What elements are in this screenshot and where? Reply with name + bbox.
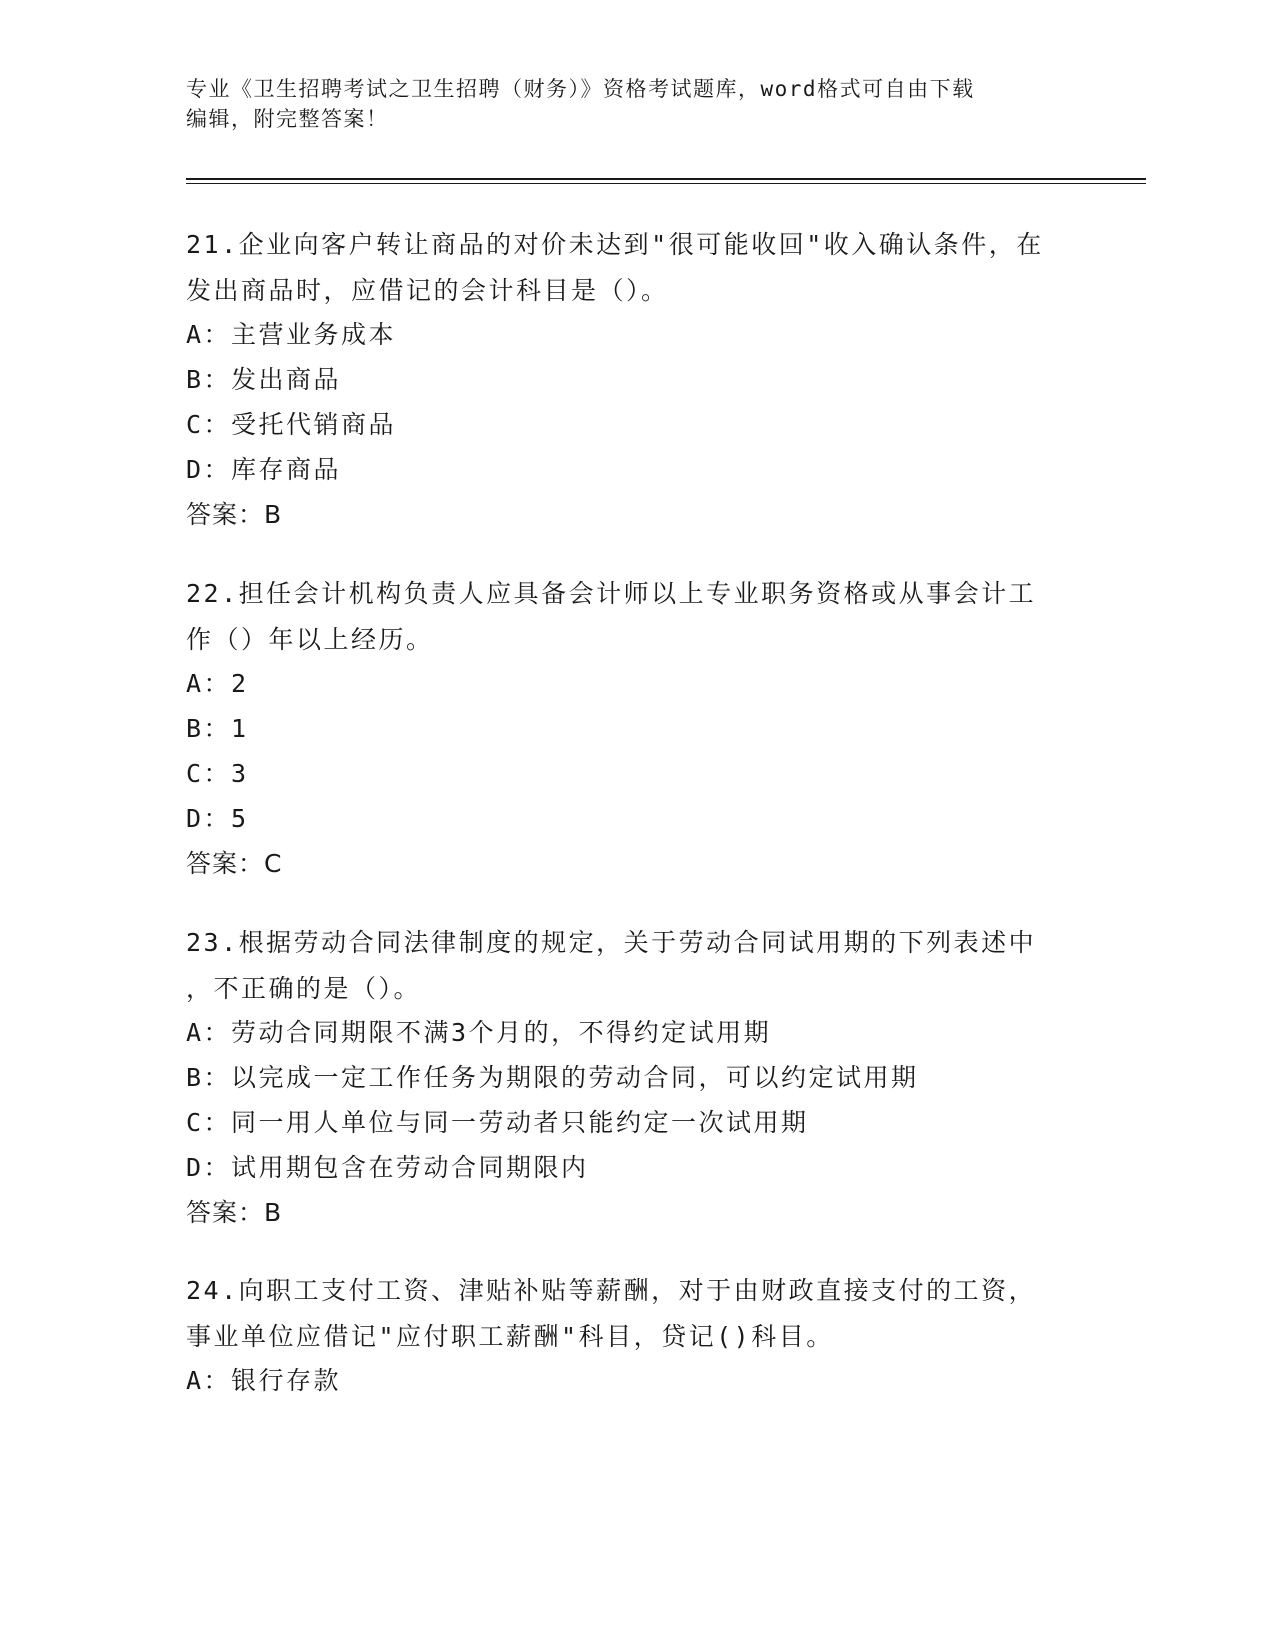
question-text-line-1: 22.担任会计机构负责人应具备会计师以上专业职务资格或从事会计工: [186, 579, 1037, 608]
question-text-line-2: ，不正确的是（）。: [186, 974, 422, 1003]
option-b: B：1: [186, 714, 249, 743]
question-text-line-2: 发出商品时，应借记的会计科目是（）。: [186, 276, 669, 305]
header-line-1: 专业《卫生招聘考试之卫生招聘（财务）》资格考试题库，word格式可自由下载: [186, 77, 975, 101]
question-24: [186, 1268, 1066, 1403]
answer: 答案：B: [186, 1198, 283, 1227]
option-c: C：受托代销商品: [186, 410, 397, 439]
question-21: [186, 222, 1066, 538]
question-text-line-1: 21.企业向客户转让商品的对价未达到"很可能收回"收入确认条件，在: [186, 230, 1044, 259]
answer: 答案：C: [186, 849, 283, 878]
answer: 答案：B: [186, 500, 283, 529]
question-text-line-1: 24.向职工支付工资、津贴补贴等薪酬，对于由财政直接支付的工资，: [186, 1276, 1037, 1305]
question-text-line-1: 23.根据劳动合同法律制度的规定，关于劳动合同试用期的下列表述中: [186, 928, 1037, 957]
question-text-line-2: 作（）年以上经历。: [186, 625, 434, 654]
option-c: C：3: [186, 759, 249, 788]
option-a: A：劳动合同期限不满3个月的，不得约定试用期: [186, 1018, 772, 1047]
question-23: [186, 920, 1066, 1236]
option-a: A：银行存款: [186, 1366, 342, 1395]
option-b: B：以完成一定工作任务为期限的劳动合同，可以约定试用期: [186, 1063, 919, 1092]
option-d: D：试用期包含在劳动合同期限内: [186, 1153, 589, 1182]
document-header: [186, 74, 1066, 134]
option-c: C：同一用人单位与同一劳动者只能约定一次试用期: [186, 1108, 809, 1137]
header-divider: [186, 178, 1146, 184]
option-a: A：2: [186, 669, 249, 698]
option-d: D：库存商品: [186, 455, 342, 484]
option-a: A：主营业务成本: [186, 320, 397, 349]
question-text-line-2: 事业单位应借记"应付职工薪酬"科目，贷记()科目。: [186, 1322, 834, 1351]
question-22: [186, 571, 1066, 887]
header-line-2: 编辑，附完整答案！: [186, 107, 389, 131]
option-b: B：发出商品: [186, 365, 342, 394]
option-d: D：5: [186, 804, 249, 833]
